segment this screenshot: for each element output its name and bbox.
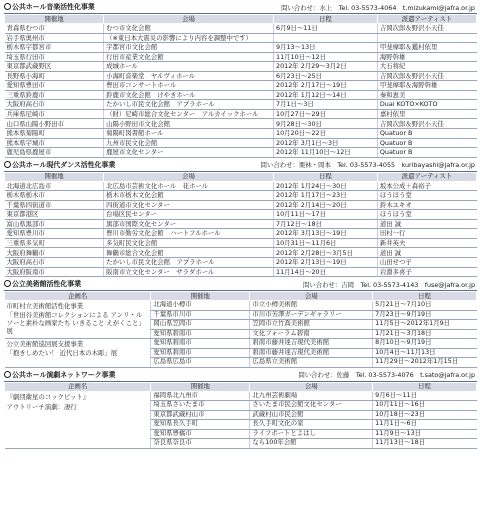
music-table	[4, 14, 477, 158]
table-cell: 碧南市藤井達吉現代美術館	[250, 348, 373, 358]
table-cell: 2012年 3月13日～19日	[274, 229, 378, 239]
table-cell: 6月9日～11日	[274, 24, 378, 34]
music-title-text: 公共ホール音楽活性化事業	[12, 3, 95, 11]
table-cell: 埼玉県行田市	[5, 52, 104, 62]
drama-table	[4, 382, 477, 449]
drama-table-header-row	[5, 382, 477, 391]
table-cell: 大阪府高石市	[5, 258, 104, 268]
table-cell: なら100年会館	[250, 439, 373, 449]
table-cell	[377, 33, 476, 43]
table-cell: 10月11日～16日	[373, 401, 477, 411]
table-row	[5, 238, 477, 248]
table-cell: 台場区民センター	[104, 210, 274, 220]
table-cell: 11月1日～6日	[373, 420, 477, 430]
table-row	[5, 200, 477, 210]
exhibition-program-name: 公立美術館巡回展支援事業	[6, 340, 84, 349]
table-row	[5, 100, 477, 110]
table-cell: 大阪府高石市	[5, 100, 104, 110]
table-cell: 文化フォーラム碧南	[250, 329, 373, 339]
drama-title-text: 公共ホール演劇ネットワーク事業	[12, 370, 116, 379]
table-row	[5, 148, 477, 158]
music-contact: 問い合わせ：水上 Tel. 03-5573-4064 t.mizukami@jafra.or.jp	[281, 3, 475, 12]
table-cell: 福岡県北九州市	[151, 391, 250, 401]
table-row	[5, 129, 477, 139]
table-cell: 成城ホール	[104, 62, 274, 72]
table-cell: 広島県立美術館	[250, 358, 373, 368]
column-header: 開催地	[5, 172, 104, 181]
music-section-header	[4, 2, 477, 14]
column-header: 日程	[274, 172, 378, 181]
table-cell: 愛知県碧南市	[151, 339, 250, 349]
table-cell: 2012年 1月17日～23日	[274, 191, 378, 201]
column-header: 日程	[373, 292, 477, 301]
dance-section-header	[4, 160, 477, 172]
table-row	[5, 119, 477, 129]
table-cell: 熊本県宇城市	[5, 138, 104, 148]
table-cell: 市川市芳澤ガーデンギャラリー	[250, 310, 373, 320]
table-cell: 熊本県菊陽町	[5, 129, 104, 139]
column-header: 会場	[250, 292, 373, 301]
table-cell: 北海道北広島市	[5, 181, 104, 191]
table-row	[5, 181, 477, 191]
table-cell: Quatuor B	[377, 148, 476, 158]
dance-table-body	[5, 181, 477, 276]
table-cell: 三重県多気町	[5, 238, 104, 248]
table-cell: 2012年 2月13日～19日	[274, 258, 378, 268]
table-cell: 四街道市文化センター	[104, 200, 274, 210]
table-cell: 道田 誠	[377, 248, 476, 258]
column-header: 開催地	[151, 292, 250, 301]
table-row	[5, 210, 477, 220]
table-cell: 広島県広島市	[151, 358, 250, 368]
table-cell: 千葉県市川市	[151, 310, 250, 320]
exhibition-name: 「抱きしめたい！ 近代日本の木彫」展	[6, 349, 118, 358]
table-cell: 甲斐摩耶＆海野幹雄	[377, 81, 476, 91]
table-cell: 7月23日～9月19日	[373, 310, 477, 320]
table-cell: 10月4日～11月13日	[373, 348, 477, 358]
table-row	[5, 90, 477, 100]
table-row	[5, 52, 477, 62]
circle-bullet-icon	[4, 280, 11, 287]
table-cell: 東京都港区	[5, 210, 104, 220]
table-cell: 吉岡次郎＆野沢小天佳	[377, 71, 476, 81]
table-cell: 2012年 1月24日～30日	[274, 181, 378, 191]
table-cell: 愛知県碧南市	[151, 348, 250, 358]
table-cell: 2012年 2月28日～3月5日	[274, 248, 378, 258]
table-cell: むつ市文化会館	[104, 24, 274, 34]
table-cell: 吉岡次郎＆野沢小天佳	[377, 119, 476, 129]
column-header: 派遣アーティスト	[377, 15, 476, 24]
table-cell	[274, 33, 378, 43]
table-cell: 鹿児島県鹿屋市	[5, 148, 104, 158]
table-cell: （※東日本大震災の影響により内容を調整中です）	[104, 33, 274, 43]
art-section-header	[4, 279, 477, 291]
column-header: 会場	[104, 15, 274, 24]
table-cell: 行田市産業文化会館	[104, 52, 274, 62]
table-cell: 愛知県豊川市	[5, 229, 104, 239]
table-cell: 11月29日～2012年1月15日	[373, 358, 477, 368]
table-cell: 8月10日～9月19日	[373, 339, 477, 349]
table-cell: 宇都宮市文化会館	[104, 43, 274, 53]
dance-section-title	[4, 161, 115, 169]
table-cell: 岩淵多喜子	[377, 267, 476, 277]
column-header: 企画名	[5, 382, 151, 391]
table-cell: 坂本公成＋森裕子	[377, 181, 476, 191]
table-cell: 田村一行	[377, 229, 476, 239]
table-cell: 10月20日～22日	[274, 129, 378, 139]
table-cell: 三重県鈴鹿市	[5, 90, 104, 100]
table-cell: 奈良県奈良市	[151, 439, 250, 449]
table-row	[5, 258, 477, 268]
dance-table	[4, 172, 477, 277]
column-header: 会場	[250, 382, 373, 391]
table-cell: 愛知県長久手町	[151, 420, 250, 430]
table-cell: たかいし市民文化会館 アプラホール	[104, 100, 274, 110]
column-header: 日程	[373, 382, 477, 391]
table-cell: 豊川市勤労文化会館 ハートフルホール	[104, 229, 274, 239]
table-row	[5, 33, 477, 43]
table-cell: 鈴鹿市文化会館 けやきホール	[104, 90, 274, 100]
column-header: 企画名	[5, 292, 151, 301]
table-cell: ライフポートとよはし	[250, 429, 373, 439]
table-cell: Duai KOTO×KOTO	[377, 100, 476, 110]
exhibition-title-cell	[5, 339, 151, 368]
table-cell: 市立小樽美術館	[250, 301, 373, 311]
table-cell: 7月1日～3日	[274, 100, 378, 110]
play-title-cell	[5, 391, 151, 448]
table-cell: 7月12日～18日	[274, 219, 378, 229]
music-table-body	[5, 24, 477, 158]
table-cell: 栃木県宇都宮市	[5, 43, 104, 53]
table-cell: 東京都武蔵村山市	[151, 410, 250, 420]
table-cell: 11月5日～2012年1月9日	[373, 320, 477, 330]
table-cell: 長野県小海町	[5, 71, 104, 81]
table-cell: 大阪府舞鶴市	[5, 248, 104, 258]
art-section-title	[4, 280, 81, 288]
table-cell: 鹿屋市文化センター	[104, 148, 274, 158]
table-cell: 栃木県栃木市	[5, 191, 104, 201]
table-cell: 2012年 2月14日～20日	[274, 200, 378, 210]
table-cell: 10月11日～17日	[274, 210, 378, 220]
table-cell: 2012年 11月10日～12日	[274, 148, 378, 158]
table-cell: 菊陽町図書館ホール	[104, 129, 274, 139]
table-cell: 長久手町文化の家	[250, 420, 373, 430]
table-cell: 阪南市立文化センター サラダホール	[104, 267, 274, 277]
table-cell: 舞鶴市総合文化会館	[104, 248, 274, 258]
drama-table-body	[5, 391, 477, 448]
table-cell: 兵庫県尼崎市	[5, 109, 104, 119]
art-table	[4, 291, 477, 368]
table-cell: 山陽小野田市文化会館	[104, 119, 274, 129]
table-cell: 9月28日～30日	[274, 119, 378, 129]
table-cell: 甲斐摩耶＆鑑村依里	[377, 43, 476, 53]
play-subtitle: アウトリーチ演劇：凄行	[6, 402, 77, 411]
table-cell: 北九州芸術劇場	[250, 391, 373, 401]
table-cell: Quatuor B	[377, 129, 476, 139]
table-cell: 大石将紀	[377, 62, 476, 72]
table-cell: ほうほう堂	[377, 191, 476, 201]
table-cell: 10月27日～29日	[274, 109, 378, 119]
table-cell: 10月18日～23日	[373, 410, 477, 420]
table-cell: 10月31日～11月6日	[274, 238, 378, 248]
table-cell: さいたま市民会館文化センター	[250, 401, 373, 411]
table-cell: 北広島市芸術文化ホール 花ホール	[104, 181, 274, 191]
table-cell: 6月23日～25日	[274, 71, 378, 81]
table-row	[5, 109, 477, 119]
table-row	[5, 229, 477, 239]
table-cell: 武蔵村山市民会館	[250, 410, 373, 420]
table-cell: 大阪府阪南市	[5, 267, 104, 277]
exhibition-name: 「世田谷美術館コレクションによる アンリ・ルソーと素朴な画家たち いきること えがくこと」展	[6, 311, 145, 336]
table-cell: 9月6日～11日	[373, 391, 477, 401]
table-cell: 9月13～13日	[274, 43, 378, 53]
table-cell: 岡山県笠岡市	[151, 320, 250, 330]
table-cell: 11月14日～20日	[274, 267, 378, 277]
art-contact: 問い合わせ：吉岡 Tel. 03-5573-4143 fuse@jafra.or.jp	[302, 280, 475, 289]
table-cell: 愛知県豊田市	[5, 81, 104, 91]
table-cell: 笠岡市立竹喬美術館	[250, 320, 373, 330]
table-cell: 2012年 3月1日～3日	[274, 138, 378, 148]
table-cell: 愛知県碧南市	[151, 329, 250, 339]
table-cell: 富山県黒部市	[5, 219, 104, 229]
table-cell: 九州市民文化会館	[104, 138, 274, 148]
table-cell: 1月21日～3月18日	[373, 329, 477, 339]
table-cell: 嘉村依里	[377, 109, 476, 119]
dance-contact: 問い合わせ：栗林・岡本 Tel. 03-5573-4055 kuribayashi@jafra.or.jp	[260, 161, 475, 170]
table-cell: 多気町民文化会館	[104, 238, 274, 248]
circle-bullet-icon	[4, 371, 11, 378]
table-cell: たかいし市民文化会館 アプラホール	[104, 258, 274, 268]
table-row	[5, 62, 477, 72]
table-row	[5, 81, 477, 91]
dance-section	[4, 160, 477, 277]
music-section	[4, 2, 477, 158]
table-cell: 愛知県豊橋市	[151, 429, 250, 439]
table-cell: 青森県むつ市	[5, 24, 104, 34]
table-cell: 東京都武蔵野区	[5, 62, 104, 72]
table-cell: 海野幹雄	[377, 52, 476, 62]
drama-section	[4, 370, 477, 449]
circle-bullet-icon	[4, 3, 11, 10]
table-row	[5, 138, 477, 148]
table-row	[5, 267, 477, 277]
table-cell: 豊田市コンサートホール	[104, 81, 274, 91]
column-header: 日程	[274, 15, 378, 24]
table-cell: 山田せつ子	[377, 258, 476, 268]
art-title-text: 公立美術館活性化事業	[12, 280, 81, 289]
table-cell: 新井英夫	[377, 238, 476, 248]
table-cell: 11月10日～12日	[274, 52, 378, 62]
exhibition-title-cell	[5, 301, 151, 339]
table-cell: 11月13日～18日	[373, 439, 477, 449]
table-cell: 小海町音楽堂 ヤルヴィホール	[104, 71, 274, 81]
table-row	[5, 339, 477, 349]
table-cell: 黒部市国際文化センター	[104, 219, 274, 229]
table-row	[5, 248, 477, 258]
music-table-header-row	[5, 15, 477, 24]
drama-contact: 問い合わせ：佐藤 Tel. 03-5573-4076 t.sato@jafra.or.jp	[298, 371, 475, 380]
column-header: 派遣アーティスト	[377, 172, 476, 181]
table-cell: 栃木市栃木文化会館	[104, 191, 274, 201]
table-cell: 千葉県四街道市	[5, 200, 104, 210]
art-table-body	[5, 301, 477, 368]
table-cell: ほうほう堂	[377, 210, 476, 220]
table-cell: Quatuor B	[377, 138, 476, 148]
table-cell: （財）尼崎市総合文化センター アルカイックホール	[104, 109, 274, 119]
column-header: 開催地	[151, 382, 250, 391]
circle-bullet-icon	[4, 161, 11, 168]
table-cell: 秦和恵美	[377, 90, 476, 100]
dance-table-header-row	[5, 172, 477, 181]
play-title: 『劇団衛星のコックピット』	[6, 392, 90, 401]
table-cell: 11月9日～13日	[373, 429, 477, 439]
table-cell: 碧南市藤井達吉現代美術館	[250, 339, 373, 349]
table-cell: 北海道小樽市	[151, 301, 250, 311]
table-cell: 鈴木ユキオ	[377, 200, 476, 210]
dance-title-text: 公共ホール現代ダンス活性化事業	[12, 160, 116, 169]
column-header: 会場	[104, 172, 274, 181]
table-cell: 吉岡次郎＆野沢小天佳	[377, 24, 476, 34]
drama-section-header	[4, 370, 477, 382]
table-cell: 5月21日～7月10日	[373, 301, 477, 311]
table-cell: 2012年 1月12日～14日	[274, 90, 378, 100]
table-row	[5, 43, 477, 53]
exhibition-program-name: 市町村立美術館活性化事業	[6, 302, 84, 311]
table-row	[5, 219, 477, 229]
drama-section-title	[4, 371, 115, 379]
art-table-header-row	[5, 292, 477, 301]
table-cell: 2012年 2月17日～19日	[274, 81, 378, 91]
table-row	[5, 301, 477, 311]
music-section-title	[4, 3, 95, 11]
table-row	[5, 24, 477, 34]
table-cell: 山口県山陽小野田市	[5, 119, 104, 129]
table-cell: 道田 誠	[377, 219, 476, 229]
table-cell: 埼玉県さいたま市	[151, 401, 250, 411]
table-row	[5, 71, 477, 81]
art-section	[4, 279, 477, 368]
table-cell: 2012年 2月29～3月2日	[274, 62, 378, 72]
column-header: 開催地	[5, 15, 104, 24]
table-cell: 岩手県奥州市	[5, 33, 104, 43]
table-row	[5, 191, 477, 201]
table-row	[5, 391, 477, 401]
